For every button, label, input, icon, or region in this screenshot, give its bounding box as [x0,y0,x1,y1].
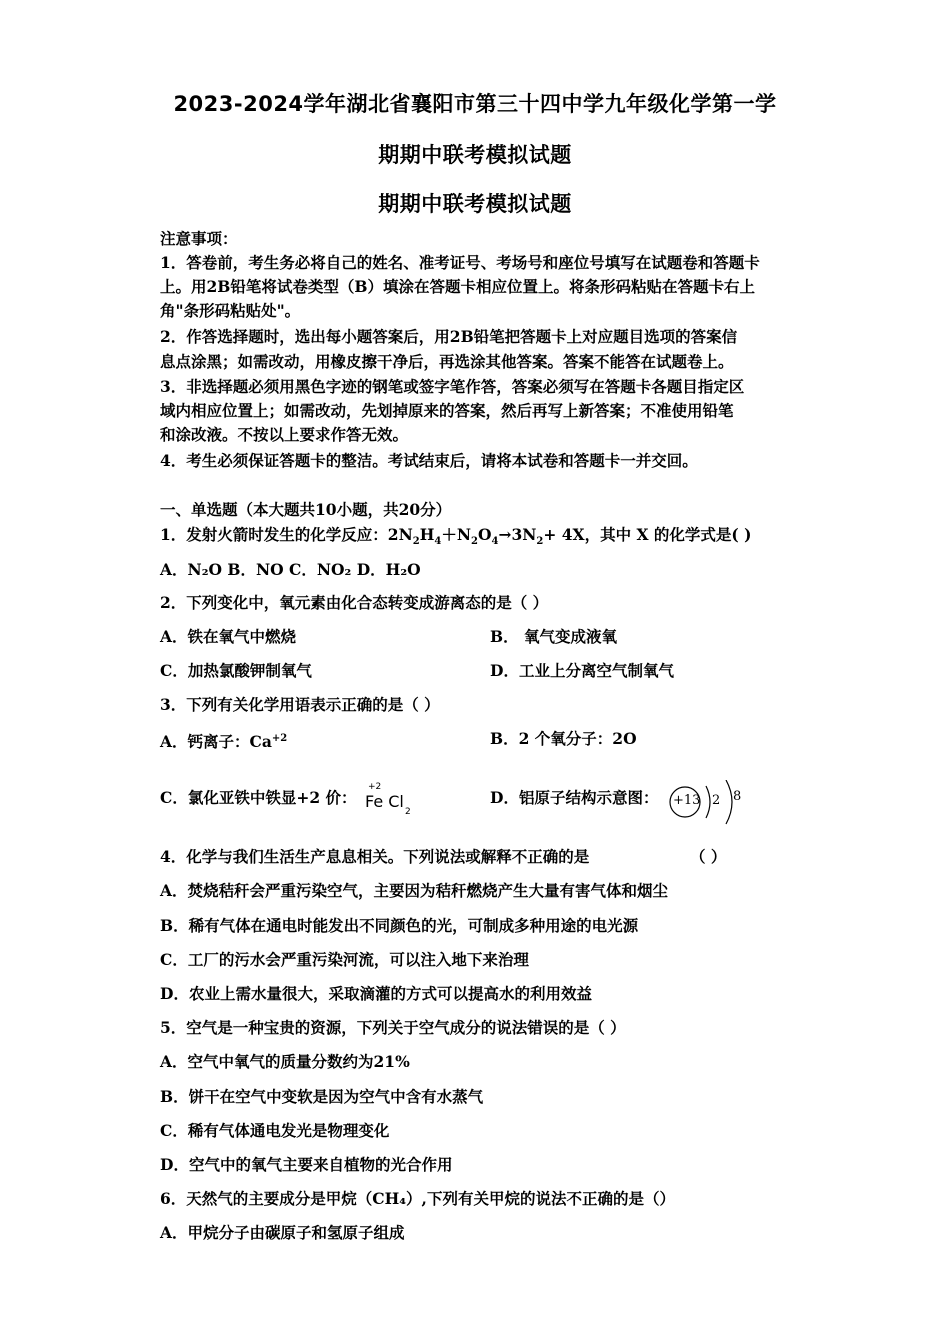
question-5-option-d: D．空气中的氧气主要来自植物的光合作用 [160,1155,453,1174]
question-4-answer-paren: （ ） [690,847,727,866]
question-3-option-c: C．氯化亚铁中铁显+2 价： [160,788,357,807]
notice-line: 1．答卷前，考生务必将自己的姓名、准考证号、考场号和座位号填写在试题卷和答题卡 [160,253,760,272]
exam-title-line3: 期期中联考模拟试题 [378,192,572,216]
question-4-option-b: B．稀有气体在通电时能发出不同颜色的光，可制成多种用途的电光源 [160,916,639,935]
exam-title-line1: 2023-2024学年湖北省襄阳市第三十四中学九年级化学第一学 [173,92,777,116]
question-1-options: A．N₂O B．NO C．NO₂ D．H₂O [160,560,421,579]
section-heading: 一、单选题（本大题共10小题，共20分） [160,500,452,519]
question-1-stem: 1．发射火箭时发生的化学反应：$2N_2H_4+N_2O_4\to 3N_2+ 4X$，其中 X 的化学式是( ) [160,525,752,548]
question-6-option-a: A．甲烷分子由碳原子和氢原子组成 [160,1223,405,1242]
exam-title-line2: 期期中联考模拟试题 [378,143,572,167]
notice-line: 3．非选择题必须用黑色字迹的钢笔或签字笔作答，答案必须写在答题卡各题目指定区 [160,377,745,396]
notice-line: 上。用2B铅笔将试卷类型（B）填涂在答题卡相应位置上。将条形码粘贴在答题卡右上 [160,277,755,296]
question-4-option-a: A．焚烧秸秆会严重污染空气，主要因为秸秆燃烧产生大量有害气体和烟尘 [160,881,669,900]
question-5-option-a: A．空气中氧气的质量分数约为21% [160,1052,410,1071]
question-4-option-c: C．工厂的污水会严重污染河流，可以注入地下来治理 [160,950,529,969]
shell-1-count: 2 [712,793,721,808]
question-6-stem: 6．天然气的主要成分是甲烷（CH₄）,下列有关甲烷的说法不正确的是（） [160,1189,675,1208]
question-3-option-b: B．2 个氧分子：2O [490,729,637,748]
notice-line: 域内相应位置上；如需改动，先划掉原来的答案，然后再写上新答案；不准使用铅笔 [160,401,734,420]
shell-2-count: 8 [733,789,742,804]
question-2-option-b: B． 氧气变成液氧 [490,627,617,646]
notice-line: 角"条形码粘贴处"。 [160,301,301,320]
aluminum-atom-diagram [668,780,748,826]
question-5-option-b: B．饼干在空气中变软是因为空气中含有水蒸气 [160,1087,484,1106]
question-5-option-c: C．稀有气体通电发光是物理变化 [160,1121,390,1140]
electron-shell-2 [726,780,732,824]
notice-line: 4．考生必须保证答题卡的整洁。考试结束后，请将本试卷和答题卡一并交回。 [160,451,698,470]
notice-line: 息点涂黑；如需改动，用橡皮擦干净后，再选涂其他答案。答案不能答在试题卷上。 [160,352,734,371]
notice-line: 2．作答选择题时，选出每小题答案后，用2B铅笔把答题卡上对应题目选项的答案信 [160,327,738,346]
electron-shell-1 [706,786,710,818]
nucleus-charge: +13 [673,793,701,808]
question-5-stem: 5．空气是一种宝贵的资源，下列关于空气成分的说法错误的是（ ） [160,1018,626,1037]
question-2-stem: 2．下列变化中，氧元素由化合态转变成游离态的是（ ） [160,593,549,612]
notice-line: 和涂改液。不按以上要求作答无效。 [160,425,409,444]
question-3-stem: 3．下列有关化学用语表示正确的是（ ） [160,695,440,714]
fecl2-valence-formula: +2 Fe Cl 2 [365,782,411,817]
question-2-option-d: D．工业上分离空气制氧气 [490,661,674,680]
question-4-stem: 4．化学与我们生活生产息息相关。下列说法或解释不正确的是 [160,847,590,866]
question-2-option-c: C．加热氯酸钾制氧气 [160,661,312,680]
notice-heading: 注意事项： [160,229,238,248]
question-2-option-a: A．铁在氧气中燃烧 [160,627,297,646]
question-3-option-a: A．钙离子：$Ca^{+2}$ [160,732,288,752]
question-4-option-d: D．农业上需水量很大，采取滴灌的方式可以提高水的利用效益 [160,984,592,1003]
question-3-option-d: D．铝原子结构示意图： [490,788,659,807]
